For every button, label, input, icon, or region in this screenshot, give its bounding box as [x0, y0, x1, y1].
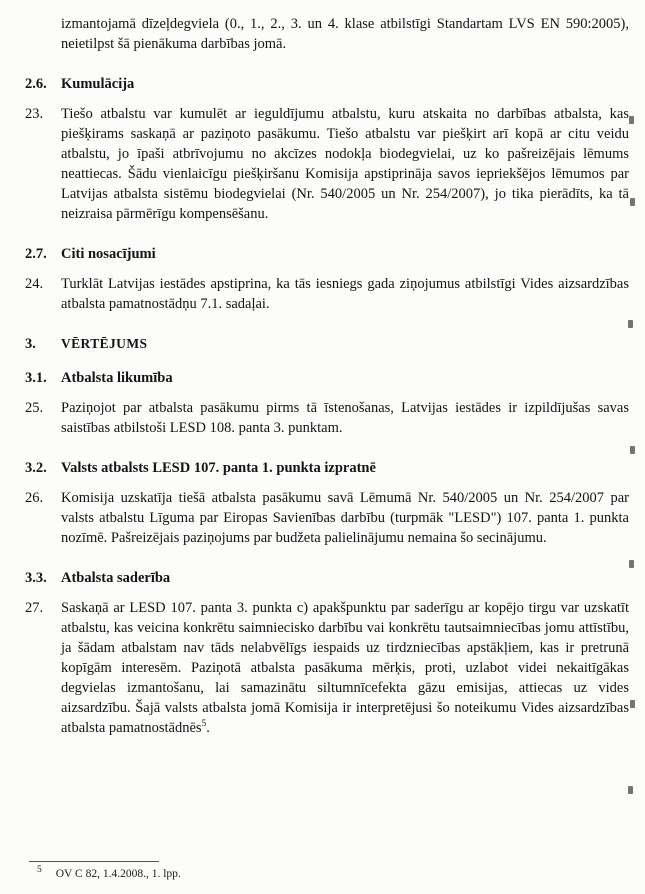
scan-artifact	[628, 320, 633, 328]
footnote-separator	[29, 861, 159, 862]
paragraph-tail: .	[206, 720, 210, 736]
section-title: Atbalsta likumība	[61, 370, 173, 386]
numbered-paragraph-26	[25, 488, 629, 548]
scan-artifact	[629, 560, 634, 568]
scan-artifact	[630, 446, 635, 454]
footnote-text	[25, 867, 629, 882]
paragraph-text: Paziņojot par atbalsta pasākumu pirms tā īstenošanas, Latvijas iestādes ir izpildījušas savas saistības atbilstoši LESD 108. panta 3. punktam.	[61, 400, 629, 436]
section-heading-3-2	[25, 458, 629, 478]
paragraph-continuation: izmantojamā dīzeļdegviela (0., 1., 2., 3. un 4. klase atbilstīgi Standartam LVS EN 590:2005), neietilpst šā pienākuma darbības jomā.	[61, 16, 629, 52]
paragraph-text	[61, 598, 629, 738]
section-heading-2-6	[25, 74, 629, 94]
paragraph-body: Saskaņā ar LESD 107. panta 3. punkta c) apakšpunktu par saderīgu ar kopējo tirgu var uzskatīt atbalstu, kas veicina konkrētu saimniecisko darbību vai konkrētu tautsaimniecības jomu attīstību, ja šādam atbalstam nav tāds nelabvēlīgs iespaids uz tirdzniecības apstākļiem, kas ir pretrunā kopīgām interesēm. Paziņotā atbalsta pasākuma mērķis, proti, uzlabot videi nekaitīgākas degvielas izmantošanu, lai samazinātu siltumnīcefekta gāzu emisijas, attiecas uz vides aizsardzību. Šajā valsts atbalsta jomā Komisija ir interpretējusi šo noteikumu Vides aizsardzības atbalsta pamatnostādnēs	[61, 600, 629, 736]
section-heading-3-1	[25, 368, 629, 388]
section-number: 3.1.	[25, 370, 47, 386]
numbered-paragraph-23	[25, 104, 629, 224]
footnote-citation: OV C 82, 1.4.2008., 1. lpp.	[55, 868, 181, 880]
scan-artifact	[630, 700, 635, 708]
paragraph-number: 26.	[25, 490, 44, 506]
section-number: 2.7.	[25, 246, 47, 262]
scan-artifact	[628, 786, 633, 794]
section-number: 3.3.	[25, 570, 47, 586]
section-number: 2.6.	[25, 76, 47, 92]
section-title: Citi nosacījumi	[61, 246, 156, 262]
numbered-paragraph-25	[25, 398, 629, 438]
section-title: VĒRTĒJUMS	[61, 336, 148, 351]
section-number: 3.	[25, 336, 36, 352]
section-heading-2-7	[25, 244, 629, 264]
section-title: Atbalsta saderība	[61, 570, 171, 586]
paragraph-number: 23.	[25, 106, 44, 122]
paragraph-text: Turklāt Latvijas iestādes apstiprina, ka tās iesniegs gada ziņojumus atbilstīgi Vides aizsardzības atbalsta pamatnostādņu 7.1. sadaļai.	[61, 276, 629, 312]
section-title: Valsts atbalsts LESD 107. panta 1. punkta izpratnē	[61, 460, 376, 476]
paragraph-number: 24.	[25, 276, 44, 292]
paragraph-number: 25.	[25, 400, 44, 416]
section-title: Kumulācija	[61, 76, 135, 92]
scan-artifact	[630, 198, 635, 206]
scan-artifact	[629, 116, 634, 124]
section-heading-3-3	[25, 568, 629, 588]
footnote-marker: 5	[37, 865, 42, 876]
section-number: 3.2.	[25, 460, 47, 476]
footnote	[25, 861, 629, 882]
numbered-paragraph-27	[25, 598, 629, 738]
footnote-reference: 5	[201, 719, 207, 730]
paragraph-number: 27.	[25, 600, 44, 616]
paragraph-text: Tiešo atbalstu var kumulēt ar ieguldījumu atbalstu, kuru atskaita no darbības atbalsta, kas piešķirams saskaņā ar paziņoto pasākumu. Tiešo atbalstu var piešķirt arī kopā ar citu veidu atbalstu, jo īpaši atbrīvojumu no akcīzes nodokļa biodegvielai, uz ko pašreizējais lēmums neattiecas. Šādu vienlaicīgu piešķiršanu Komisija apstiprināja savos iepriekšējos lēmumos par Latvijas atbalsta sistēmu biodegvielai (Nr. 540/2005 un Nr. 254/2007), jo tika pierādīts, ka tā neizraisa pārmērīgu kompensēšanu.	[61, 106, 629, 222]
section-heading-3	[25, 334, 629, 354]
paragraph-text: Komisija uzskatīja tiešā atbalsta pasākumu savā Lēmumā Nr. 540/2005 un Nr. 254/2007 par valsts atbalstu Līguma par Eiropas Savienības darbību (turpmāk "LESD") 107. panta 1. punkta nozīmē. Pašreizējais paziņojums par budžeta palielinājumu nemaina šo secinājumu.	[61, 490, 629, 546]
numbered-paragraph-24	[25, 274, 629, 314]
